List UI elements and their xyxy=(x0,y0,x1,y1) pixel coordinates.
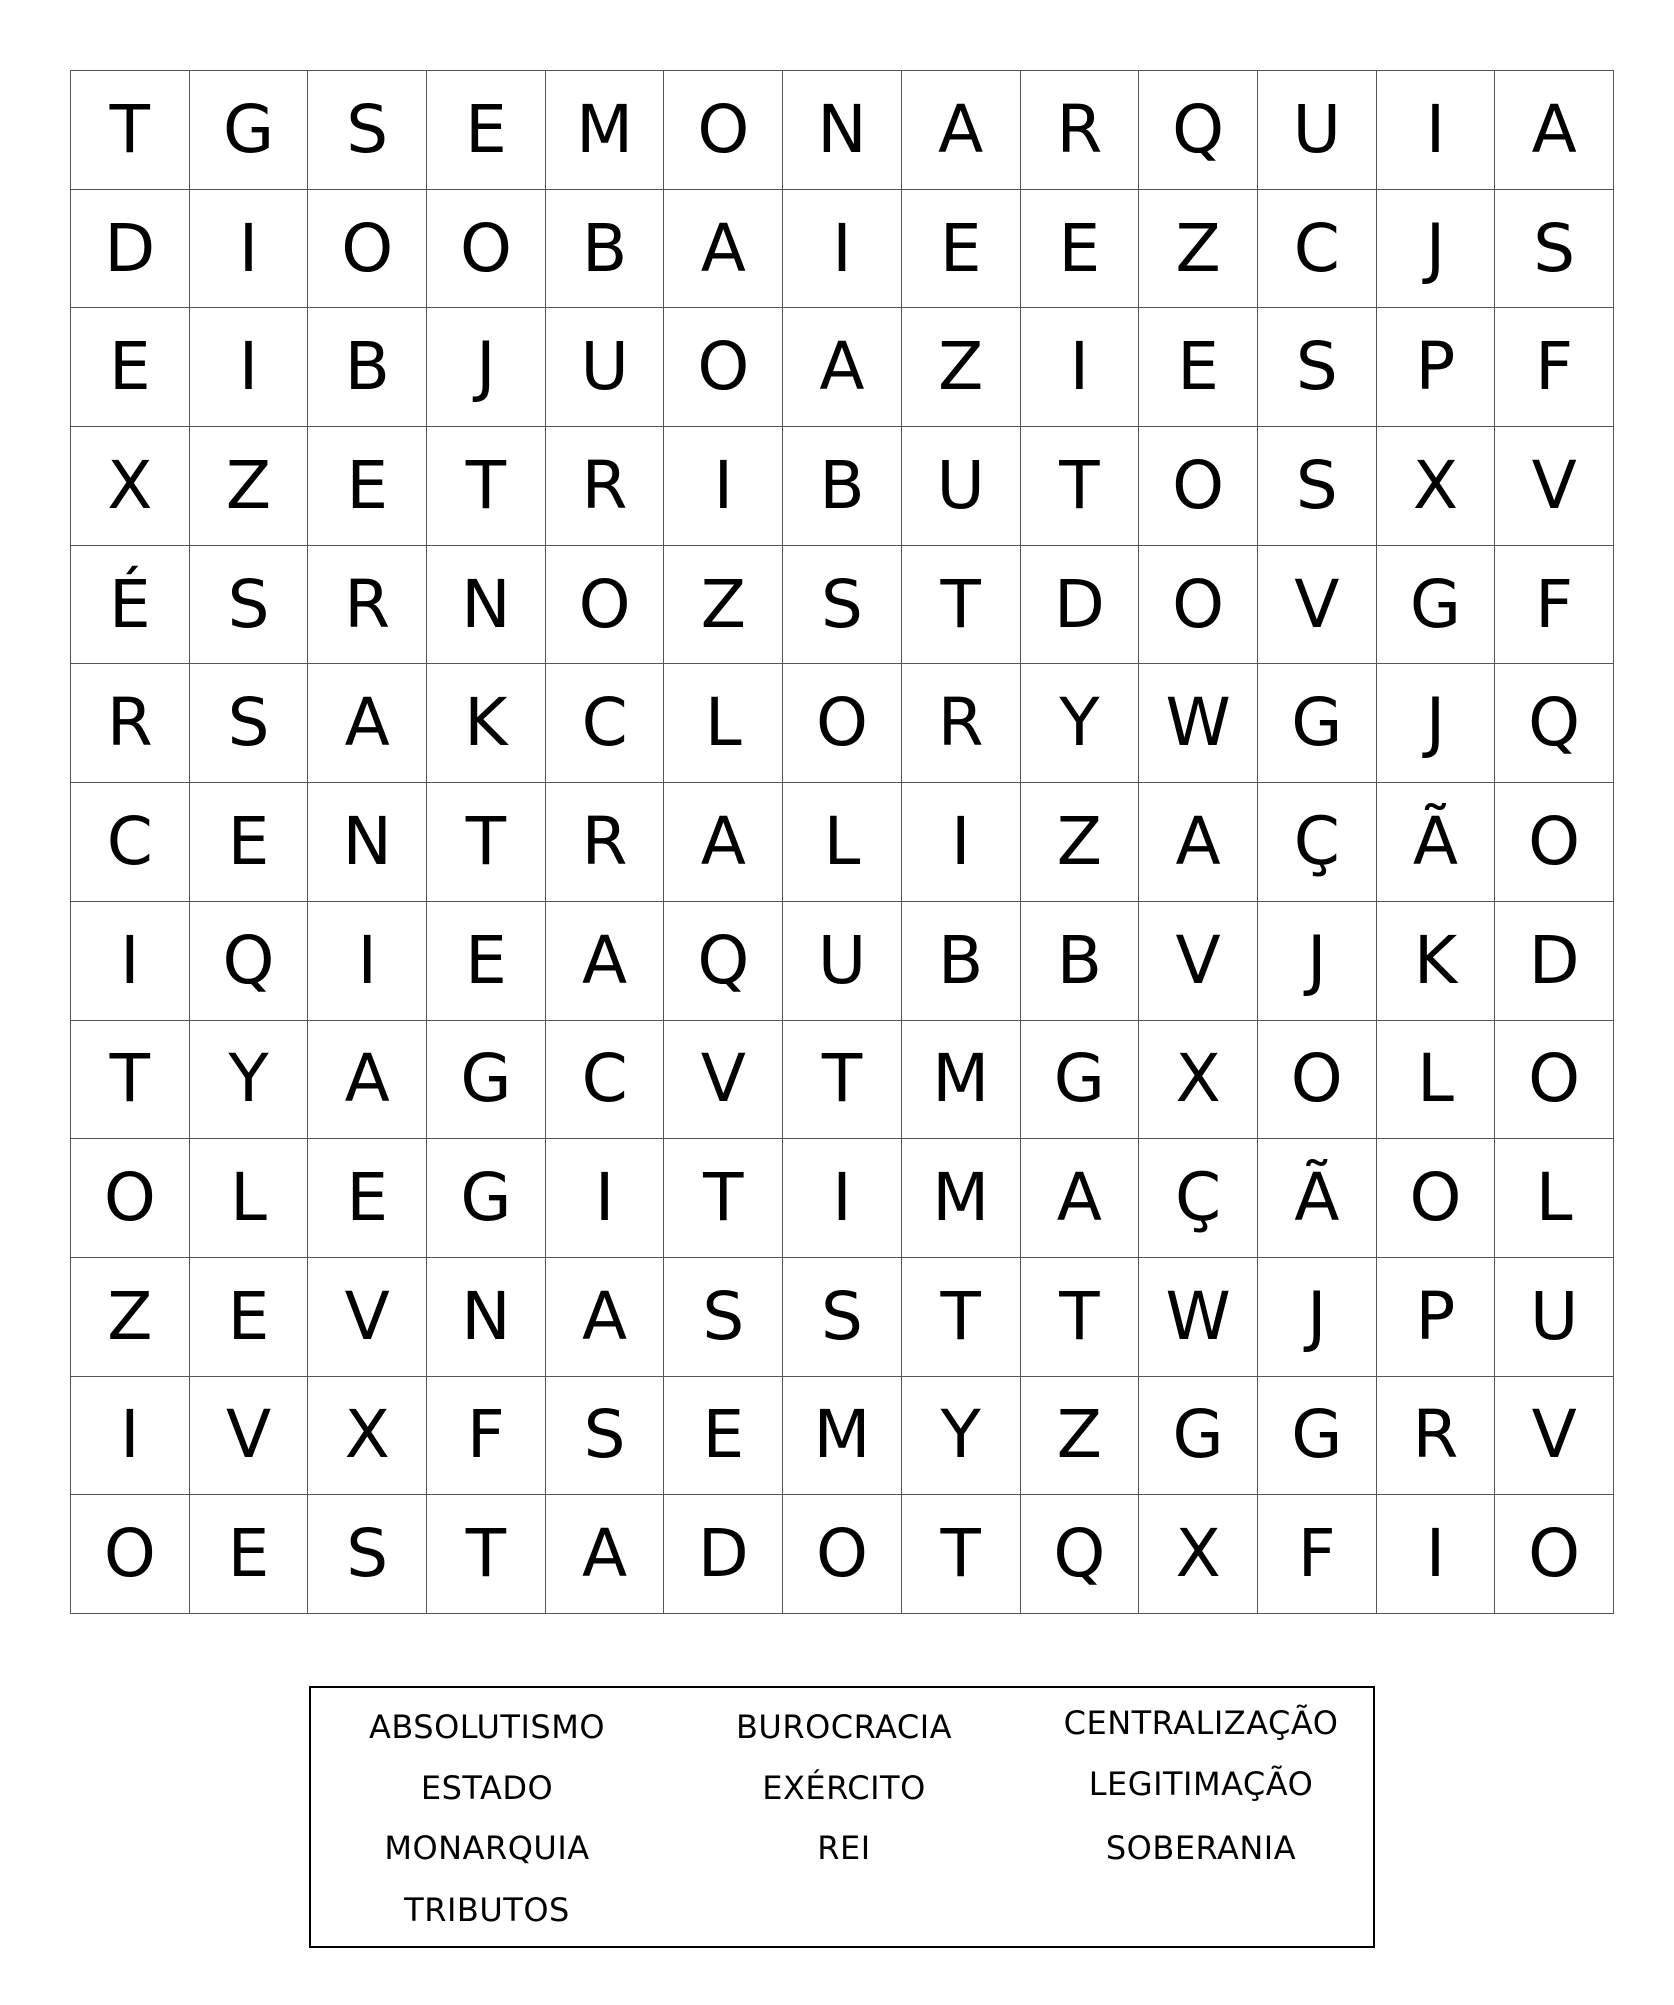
grid-cell[interactable]: S xyxy=(308,71,427,190)
grid-cell[interactable]: O xyxy=(308,190,427,309)
grid-cell[interactable]: O xyxy=(1139,427,1258,546)
grid-cell[interactable]: E xyxy=(427,902,546,1021)
grid-cell[interactable]: T xyxy=(902,546,1021,665)
grid-cell[interactable]: G xyxy=(1258,664,1377,783)
grid-cell[interactable]: T xyxy=(427,783,546,902)
grid-cell[interactable]: J xyxy=(1377,190,1496,309)
grid-cell[interactable]: L xyxy=(664,664,783,783)
grid-cell[interactable]: Z xyxy=(902,308,1021,427)
grid-cell[interactable]: Ã xyxy=(1258,1139,1377,1258)
grid-cell[interactable]: I xyxy=(783,1139,902,1258)
grid-cell[interactable]: V xyxy=(190,1377,309,1496)
grid-cell[interactable]: F xyxy=(1495,308,1614,427)
grid-cell[interactable]: N xyxy=(783,71,902,190)
grid-cell[interactable]: T xyxy=(427,427,546,546)
grid-cell[interactable]: B xyxy=(546,190,665,309)
grid-cell[interactable]: E xyxy=(427,71,546,190)
grid-cell[interactable]: Ç xyxy=(1139,1139,1258,1258)
grid-cell[interactable]: B xyxy=(783,427,902,546)
grid-cell[interactable]: V xyxy=(1139,902,1258,1021)
grid-cell[interactable]: Z xyxy=(1021,783,1140,902)
grid-cell[interactable]: G xyxy=(190,71,309,190)
grid-cell[interactable]: F xyxy=(427,1377,546,1496)
grid-cell[interactable]: S xyxy=(783,546,902,665)
grid-cell[interactable]: I xyxy=(1377,71,1496,190)
grid-cell[interactable]: F xyxy=(1495,546,1614,665)
grid-cell[interactable]: G xyxy=(1021,1021,1140,1140)
grid-cell[interactable]: P xyxy=(1377,308,1496,427)
grid-cell[interactable]: A xyxy=(783,308,902,427)
grid-cell[interactable]: G xyxy=(1258,1377,1377,1496)
word-list-item: SOBERANIA xyxy=(1105,1829,1297,1867)
grid-cell[interactable]: O xyxy=(1377,1139,1496,1258)
grid-cell[interactable]: R xyxy=(546,783,665,902)
grid-cell[interactable]: S xyxy=(1258,308,1377,427)
grid-cell[interactable]: V xyxy=(1495,1377,1614,1496)
grid-cell[interactable]: X xyxy=(71,427,190,546)
grid-cell[interactable]: O xyxy=(71,1495,190,1614)
grid-cell[interactable]: D xyxy=(664,1495,783,1614)
word-list-item: EXÉRCITO xyxy=(762,1769,926,1807)
grid-cell[interactable]: O xyxy=(783,1495,902,1614)
word-search-grid xyxy=(70,70,1614,1614)
grid-cell[interactable]: A xyxy=(1021,1139,1140,1258)
grid-cell[interactable]: V xyxy=(664,1021,783,1140)
grid-cell[interactable]: I xyxy=(1021,308,1140,427)
grid-cell[interactable]: T xyxy=(664,1139,783,1258)
grid-cell[interactable]: C xyxy=(71,783,190,902)
grid-cell[interactable]: T xyxy=(71,1021,190,1140)
grid-cell[interactable]: C xyxy=(546,664,665,783)
word-list-item: MONARQUIA xyxy=(384,1829,590,1867)
grid-cell[interactable]: V xyxy=(1495,427,1614,546)
grid-cell[interactable]: E xyxy=(902,190,1021,309)
grid-cell[interactable]: A xyxy=(546,1495,665,1614)
grid-cell[interactable]: T xyxy=(1021,427,1140,546)
grid-cell[interactable]: Q xyxy=(190,902,309,1021)
grid-cell[interactable]: K xyxy=(1377,902,1496,1021)
grid-cell[interactable]: I xyxy=(783,190,902,309)
grid-cell[interactable]: S xyxy=(1495,190,1614,309)
grid-cell[interactable]: E xyxy=(1021,190,1140,309)
grid-cell[interactable]: W xyxy=(1139,664,1258,783)
grid-cell[interactable]: O xyxy=(546,546,665,665)
grid-cell[interactable]: Z xyxy=(1021,1377,1140,1496)
grid-cell[interactable]: Q xyxy=(1021,1495,1140,1614)
grid-cell[interactable]: T xyxy=(902,1495,1021,1614)
grid-cell[interactable]: N xyxy=(308,783,427,902)
grid-cell[interactable]: L xyxy=(783,783,902,902)
grid-cell[interactable]: T xyxy=(783,1021,902,1140)
grid-cell[interactable]: G xyxy=(427,1139,546,1258)
grid-cell[interactable]: E xyxy=(664,1377,783,1496)
grid-cell[interactable]: Y xyxy=(190,1021,309,1140)
grid-cell[interactable]: J xyxy=(427,308,546,427)
grid-cell[interactable]: I xyxy=(190,308,309,427)
grid-cell[interactable]: A xyxy=(664,783,783,902)
grid-cell[interactable]: R xyxy=(902,664,1021,783)
grid-cell[interactable]: I xyxy=(308,902,427,1021)
grid-cell[interactable]: F xyxy=(1258,1495,1377,1614)
grid-cell[interactable]: G xyxy=(1139,1377,1258,1496)
grid-cell[interactable]: T xyxy=(427,1495,546,1614)
grid-cell[interactable]: I xyxy=(71,1377,190,1496)
grid-cell[interactable]: Q xyxy=(664,902,783,1021)
grid-cell[interactable]: Q xyxy=(1495,664,1614,783)
grid-cell[interactable]: A xyxy=(1495,71,1614,190)
word-list-item: CENTRALIZAÇÃO xyxy=(1063,1704,1339,1742)
grid-cell[interactable]: W xyxy=(1139,1258,1258,1377)
grid-cell[interactable]: U xyxy=(546,308,665,427)
grid-cell[interactable]: U xyxy=(902,427,1021,546)
grid-cell[interactable]: Y xyxy=(1021,664,1140,783)
grid-cell[interactable]: O xyxy=(783,664,902,783)
grid-cell[interactable]: M xyxy=(546,71,665,190)
grid-cell[interactable]: A xyxy=(308,664,427,783)
grid-cell[interactable]: M xyxy=(783,1377,902,1496)
grid-cell[interactable]: Z xyxy=(71,1258,190,1377)
grid-cell[interactable]: O xyxy=(1495,1021,1614,1140)
grid-cell[interactable]: R xyxy=(308,546,427,665)
word-list-item: ESTADO xyxy=(420,1769,554,1807)
grid-cell[interactable]: L xyxy=(1495,1139,1614,1258)
grid-cell[interactable]: T xyxy=(902,1258,1021,1377)
grid-cell[interactable]: O xyxy=(1495,1495,1614,1614)
word-list-box xyxy=(309,1686,1375,1948)
grid-cell[interactable]: G xyxy=(427,1021,546,1140)
grid-cell[interactable]: S xyxy=(190,664,309,783)
grid-cell[interactable]: O xyxy=(1258,1021,1377,1140)
word-list-item: LEGITIMAÇÃO xyxy=(1088,1765,1314,1803)
grid-cell[interactable]: X xyxy=(1139,1021,1258,1140)
grid-cell[interactable]: Ç xyxy=(1258,783,1377,902)
word-list-item: BUROCRACIA xyxy=(735,1708,953,1746)
grid-cell[interactable]: I xyxy=(190,190,309,309)
grid-cell[interactable]: S xyxy=(664,1258,783,1377)
grid-cell[interactable]: P xyxy=(1377,1258,1496,1377)
word-list-item: REI xyxy=(817,1829,871,1867)
grid-cell[interactable]: D xyxy=(71,190,190,309)
grid-cell[interactable]: E xyxy=(1139,308,1258,427)
grid-cell[interactable]: L xyxy=(1377,1021,1496,1140)
grid-cell[interactable]: V xyxy=(1258,546,1377,665)
grid-cell[interactable]: R xyxy=(1021,71,1140,190)
grid-cell[interactable]: U xyxy=(1495,1258,1614,1377)
grid-cell[interactable]: S xyxy=(1258,427,1377,546)
grid-cell[interactable]: T xyxy=(1021,1258,1140,1377)
grid-cell[interactable]: B xyxy=(902,902,1021,1021)
grid-cell[interactable]: S xyxy=(308,1495,427,1614)
grid-cell[interactable]: I xyxy=(664,427,783,546)
grid-cell[interactable]: Q xyxy=(1139,71,1258,190)
grid-cell[interactable]: B xyxy=(308,308,427,427)
grid-cell[interactable]: O xyxy=(1139,546,1258,665)
grid-cell[interactable]: E xyxy=(190,1258,309,1377)
grid-cell[interactable]: O xyxy=(664,71,783,190)
grid-cell[interactable]: X xyxy=(1377,427,1496,546)
grid-cell[interactable]: C xyxy=(546,1021,665,1140)
grid-cell[interactable]: J xyxy=(1258,1258,1377,1377)
grid-cell[interactable]: M xyxy=(902,1021,1021,1140)
grid-cell[interactable]: A xyxy=(1139,783,1258,902)
grid-cell[interactable]: E xyxy=(308,1139,427,1258)
grid-cell[interactable]: U xyxy=(783,902,902,1021)
grid-cell[interactable]: O xyxy=(664,308,783,427)
grid-cell[interactable]: M xyxy=(902,1139,1021,1258)
grid-cell[interactable]: E xyxy=(190,783,309,902)
grid-cell[interactable]: J xyxy=(1258,902,1377,1021)
grid-cell[interactable]: T xyxy=(71,71,190,190)
grid-cell[interactable]: Ã xyxy=(1377,783,1496,902)
grid-cell[interactable]: Z xyxy=(1139,190,1258,309)
grid-cell[interactable]: E xyxy=(190,1495,309,1614)
word-list-item: ABSOLUTISMO xyxy=(368,1708,606,1746)
grid-cell[interactable]: R xyxy=(546,427,665,546)
grid-cell[interactable]: N xyxy=(427,546,546,665)
grid-cell[interactable]: O xyxy=(71,1139,190,1258)
grid-cell[interactable]: I xyxy=(902,783,1021,902)
grid-cell[interactable]: S xyxy=(783,1258,902,1377)
grid-cell[interactable]: E xyxy=(71,308,190,427)
grid-cell[interactable]: A xyxy=(546,1258,665,1377)
grid-cell[interactable]: X xyxy=(1139,1495,1258,1614)
grid-cell[interactable]: É xyxy=(71,546,190,665)
grid-cell[interactable]: S xyxy=(546,1377,665,1496)
grid-cell[interactable]: D xyxy=(1021,546,1140,665)
grid-cell[interactable]: L xyxy=(190,1139,309,1258)
grid-cell[interactable]: R xyxy=(1377,1377,1496,1496)
grid-cell[interactable]: Y xyxy=(902,1377,1021,1496)
grid-cell[interactable]: B xyxy=(1021,902,1140,1021)
grid-cell[interactable]: A xyxy=(664,190,783,309)
grid-cell[interactable]: Z xyxy=(190,427,309,546)
grid-cell[interactable]: O xyxy=(1495,783,1614,902)
grid-cell[interactable]: J xyxy=(1377,664,1496,783)
grid-cell[interactable]: N xyxy=(427,1258,546,1377)
grid-cell[interactable]: O xyxy=(427,190,546,309)
grid-cell[interactable]: A xyxy=(902,71,1021,190)
grid-cell[interactable]: A xyxy=(546,902,665,1021)
word-list-item: TRIBUTOS xyxy=(404,1891,570,1929)
grid-cell[interactable]: Z xyxy=(664,546,783,665)
grid-cell[interactable]: I xyxy=(546,1139,665,1258)
grid-cell[interactable]: C xyxy=(1258,190,1377,309)
grid-cell[interactable]: X xyxy=(308,1377,427,1496)
grid-cell[interactable]: E xyxy=(308,427,427,546)
grid-cell[interactable]: I xyxy=(1377,1495,1496,1614)
grid-cell[interactable]: U xyxy=(1258,71,1377,190)
grid-cell[interactable]: G xyxy=(1377,546,1496,665)
grid-cell[interactable]: S xyxy=(190,546,309,665)
grid-cell[interactable]: A xyxy=(308,1021,427,1140)
grid-cell[interactable]: K xyxy=(427,664,546,783)
grid-cell[interactable]: R xyxy=(71,664,190,783)
grid-cell[interactable]: D xyxy=(1495,902,1614,1021)
grid-cell[interactable]: I xyxy=(71,902,190,1021)
grid-cell[interactable]: V xyxy=(308,1258,427,1377)
